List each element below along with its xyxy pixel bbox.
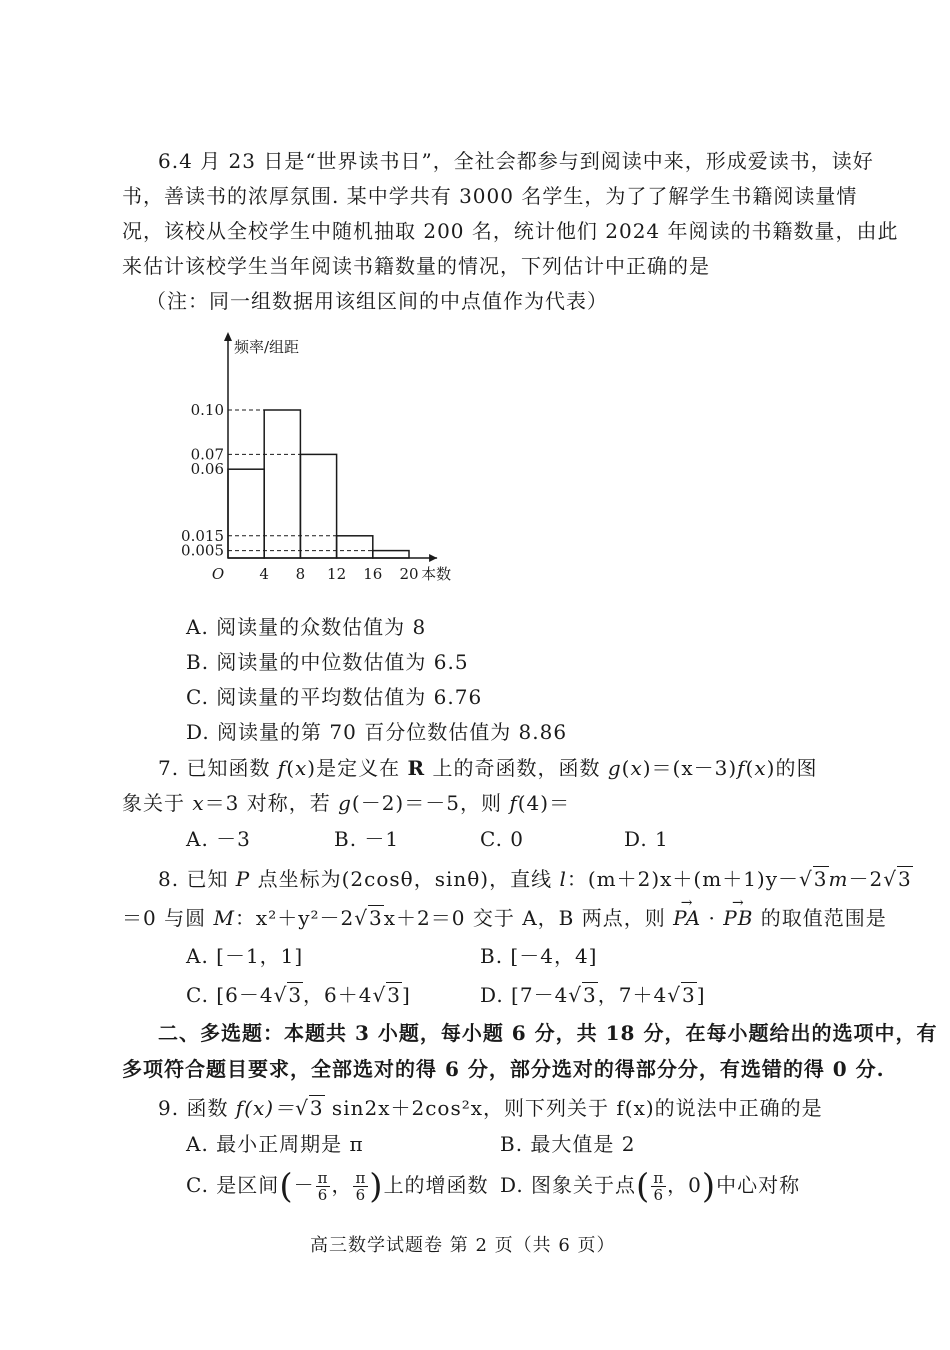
y-axis-label: 频率/组距 xyxy=(234,338,300,356)
origin-label: O xyxy=(211,565,225,583)
q9-line1: 9. 函数 f(x)＝√3 sin2x＋2cos²x，则下列关于 f(x)的说法中正确的是 xyxy=(158,1096,823,1120)
q7-option-b: B. －1 xyxy=(334,827,400,851)
histogram-bar xyxy=(300,454,336,558)
q7-line2: 象关于 x＝3 对称，若 g(－2)＝－5，则 f(4)＝ xyxy=(122,791,571,815)
q8-option-b: B. [－4，4] xyxy=(480,944,598,968)
q9-option-a: A. 最小正周期是 π xyxy=(186,1132,364,1156)
q9-option-c: C. 是区间(－ $\frac{\pi}{6}$ ， $\frac{\pi}{6}$ )上的增函数 xyxy=(186,1166,489,1207)
histogram-bar xyxy=(337,536,373,558)
q8-line1: 8. 已知 P 点坐标为(2cosθ，sinθ)，直线 l：(m＋2)x＋(m＋1)y－√3m－2√3 xyxy=(158,867,912,891)
x-tick-label: 8 xyxy=(295,565,306,583)
vector-pa: → PA xyxy=(673,905,701,931)
vector-pb: → PB xyxy=(723,905,753,931)
q6-line2: 书，善读书的浓厚氛围. 某中学共有 3000 名学生，为了了解学生书籍阅读量情 xyxy=(122,184,858,208)
q8-line2: ＝0 与圆 M：x²＋y²－2√3x＋2＝0 交于 A，B 两点，则 → PA · → PB 的取值范围是 xyxy=(122,905,887,931)
q7-option-c: C. 0 xyxy=(480,827,525,851)
q6-option-b: B. 阅读量的中位数估值为 6.5 xyxy=(186,650,469,674)
q6-line4: 来估计该校学生当年阅读书籍数量的情况，下列估计中正确的是 xyxy=(122,254,710,278)
x-tick-label: 12 xyxy=(327,565,347,583)
q6-line1: 6.4 月 23 日是“世界读书日”，全社会都参与到阅读中来，形成爱读书，读好 xyxy=(158,149,874,173)
q7-option-d: D. 1 xyxy=(624,827,669,851)
page-footer: 高三数学试题卷 第 2 页（共 6 页） xyxy=(310,1235,616,1256)
q8-option-c: C. [6－4√3，6＋4√3] xyxy=(186,983,411,1007)
x-axis-arrow xyxy=(429,554,437,562)
section2-line2: 多项符合题目要求，全部选对的得 6 分，部分选对的得部分分，有选错的得 0 分. xyxy=(122,1057,885,1081)
y-axis-arrow xyxy=(224,332,232,341)
x-tick-label: 20 xyxy=(399,565,419,583)
q6-option-a: A. 阅读量的众数估值为 8 xyxy=(186,615,427,639)
y-tick-label: 0.10 xyxy=(190,401,224,419)
section2-line1: 二、多选题：本题共 3 小题，每小题 6 分，共 18 分，在每小题给出的选项中，有 xyxy=(158,1021,938,1045)
q6-line3: 况，该校从全校学生中随机抽取 200 名，统计他们 2024 年阅读的书籍数量，由此 xyxy=(122,219,899,243)
y-tick-label: 0.07 xyxy=(190,445,224,464)
x-tick-label: 4 xyxy=(259,565,269,583)
q7-option-a: A. －3 xyxy=(186,827,251,851)
y-tick-label: 0.015 xyxy=(181,526,224,545)
q9-option-d: D. 图象关于点( $\frac{\pi}{6}$ ，0)中心对称 xyxy=(500,1166,801,1207)
q8-option-a: A. [－1，1] xyxy=(186,944,304,968)
x-tick-label: 16 xyxy=(363,565,383,583)
y-tick-label: 0.005 xyxy=(181,541,224,560)
q6-option-d: D. 阅读量的第 70 百分位数估值为 8.86 xyxy=(186,720,568,744)
histogram-bar xyxy=(373,551,409,558)
q6-option-c: C. 阅读量的平均数估值为 6.76 xyxy=(186,685,483,709)
q6-note: （注：同一组数据用该组区间的中点值作为代表） xyxy=(146,289,608,313)
frequency-histogram xyxy=(178,328,478,588)
x-axis-label: 本数 xyxy=(421,565,452,583)
histogram-bar xyxy=(228,469,264,558)
q7-line1: 7. 已知函数 f(x)是定义在 R 上的奇函数，函数 g(x)＝(x－3)f(x)的图 xyxy=(158,756,818,780)
q8-option-d: D. [7－4√3，7＋4√3] xyxy=(480,983,706,1007)
y-tick-label: 0.06 xyxy=(190,460,224,479)
q9-option-b: B. 最大值是 2 xyxy=(500,1132,636,1156)
